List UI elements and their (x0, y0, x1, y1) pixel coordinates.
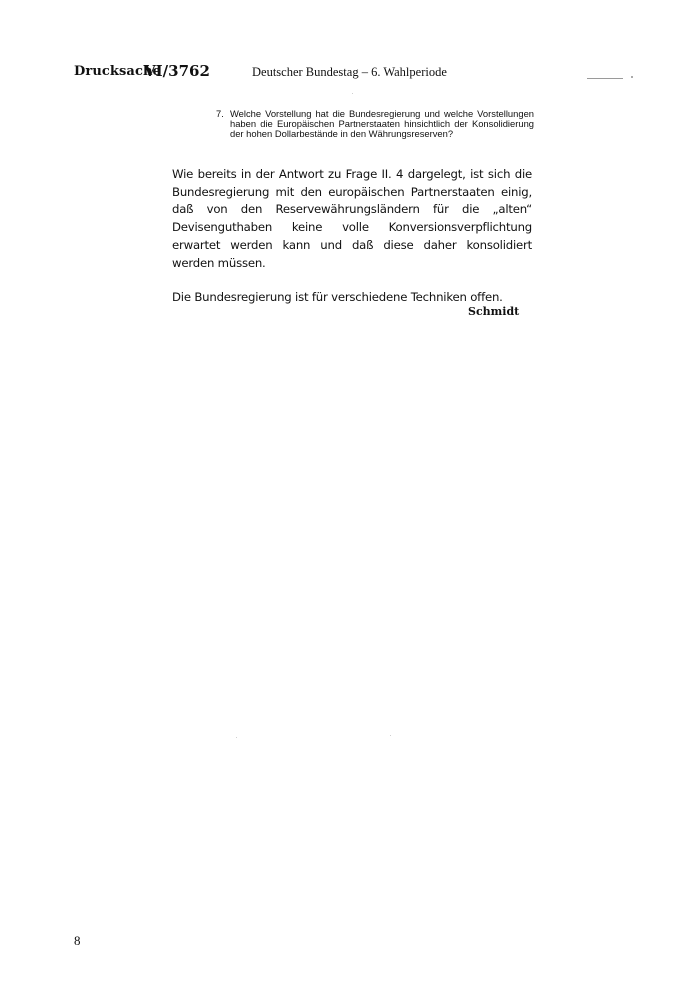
question-number: 7. (216, 108, 224, 119)
header-rule (587, 78, 623, 79)
answer-block (172, 166, 532, 307)
signature: Schmidt (468, 305, 520, 318)
page-number: 8 (74, 933, 81, 948)
page-header (74, 62, 634, 84)
answer-paragraph-2: Die Bundesregierung ist für verschiedene Techniken offen. (172, 290, 503, 305)
question-text: Welche Vorstellung hat die Bundesregierung und welche Vorstellungen haben die Europäischen Partnerstaaten hinsichtlich der Konsolidierung der hohen Dollarbestände in den Währungsreserven? (230, 108, 534, 140)
question-block (216, 109, 534, 140)
scan-speck (236, 737, 237, 738)
scan-speck (390, 735, 391, 736)
header-title: Deutscher Bundestag – 6. Wahlperiode (252, 65, 447, 79)
document-number: VI/3762 (144, 62, 210, 80)
header-mark (631, 76, 633, 78)
document-label: Drucksache (74, 64, 161, 79)
answer-paragraph-1: Wie bereits in der Antwort zu Frage II. 4 dargelegt, ist sich die Bundesregierung mit den europäischen Partnerstaaten einig, daß von den Reservewährungsländern für die „alten“ Devisenguthaben keine volle Konversionsverpflichtung erwartet werden kann und daß diese daher konsolidiert werden müssen. (172, 167, 532, 270)
scan-speck (352, 93, 353, 94)
